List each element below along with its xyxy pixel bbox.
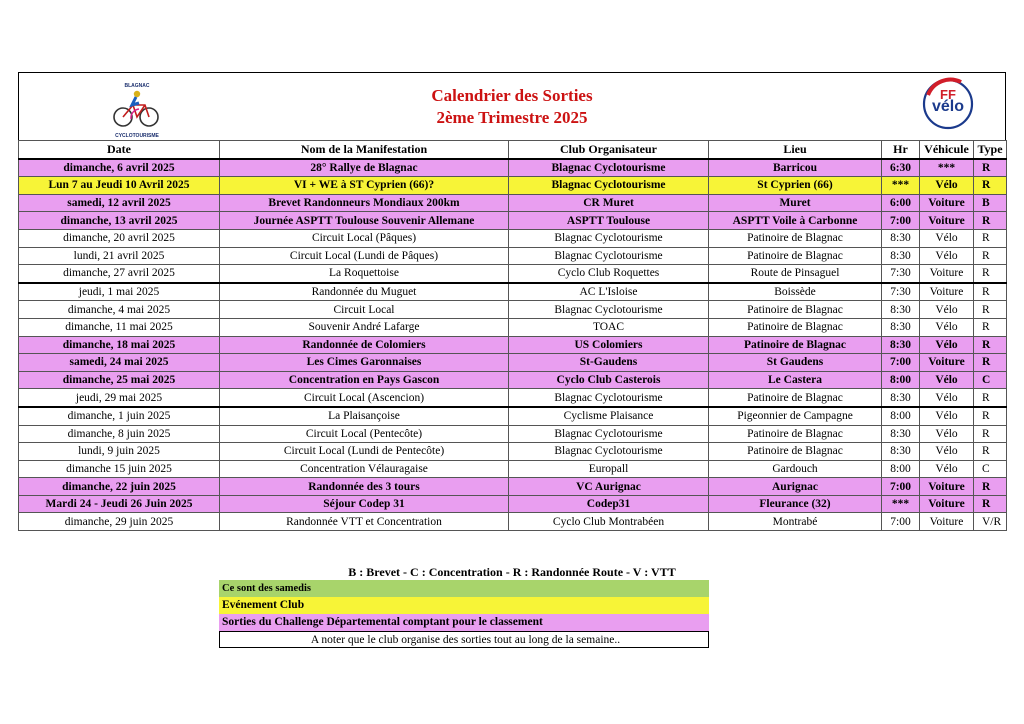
cell-club: Blagnac Cyclotourisme — [509, 177, 709, 195]
legend-challenge: Sorties du Challenge Départemental comptant pour le classement — [219, 614, 709, 631]
cell-lieu: Muret — [709, 194, 882, 212]
cell-hr: 6:30 — [882, 159, 920, 177]
cell-lieu: Patinoire de Blagnac — [709, 318, 882, 336]
cell-name: Souvenir André Lafarge — [220, 318, 509, 336]
cell-lieu: St Gaudens — [709, 354, 882, 372]
cell-type: R — [974, 283, 1007, 301]
cell-lieu: Route de Pinsaguel — [709, 265, 882, 283]
cell-name: Concentration en Pays Gascon — [220, 371, 509, 389]
cell-date: dimanche, 1 juin 2025 — [19, 407, 220, 425]
cell-hr: *** — [882, 177, 920, 195]
cell-vehicule: Voiture — [920, 265, 974, 283]
cell-hr: 7:00 — [882, 212, 920, 230]
table-row — [19, 177, 1007, 195]
cell-type: R — [974, 247, 1007, 265]
cell-name: Randonnée du Muguet — [220, 283, 509, 301]
table-row — [19, 318, 1007, 336]
legend-key: B : Brevet - C : Concentration - R : Randonnée Route - V : VTT — [348, 565, 676, 579]
table-row — [19, 460, 1007, 478]
cell-date: dimanche, 8 juin 2025 — [19, 425, 220, 443]
cell-vehicule: Vélo — [920, 389, 974, 407]
cell-name: Circuit Local (Pentecôte) — [220, 425, 509, 443]
table-row — [19, 336, 1007, 354]
cell-hr: 7:00 — [882, 513, 920, 531]
cell-vehicule: Vélo — [920, 177, 974, 195]
cell-name: Randonnée VTT et Concentration — [220, 513, 509, 531]
cell-type: R — [974, 265, 1007, 283]
cell-date: dimanche, 27 avril 2025 — [19, 265, 220, 283]
cell-date: jeudi, 1 mai 2025 — [19, 283, 220, 301]
cell-type: R — [974, 354, 1007, 372]
cell-club: St-Gaudens — [509, 354, 709, 372]
table-row — [19, 371, 1007, 389]
cell-name: Circuit Local — [220, 301, 509, 319]
cell-name: Circuit Local (Lundi de Pentecôte) — [220, 443, 509, 461]
cell-type: C — [974, 371, 1007, 389]
cell-type: R — [974, 212, 1007, 230]
logo-top-text: BLAGNAC — [124, 83, 150, 89]
cell-hr: 7:00 — [882, 354, 920, 372]
cell-hr: 8:30 — [882, 229, 920, 247]
cell-name: Circuit Local (Lundi de Pâques) — [220, 247, 509, 265]
cell-type: R — [974, 495, 1007, 513]
cell-vehicule: Vélo — [920, 371, 974, 389]
cell-type: V/R — [974, 513, 1007, 531]
cell-date: dimanche, 11 mai 2025 — [19, 318, 220, 336]
cell-date: dimanche, 22 juin 2025 — [19, 478, 220, 496]
cell-vehicule: Voiture — [920, 478, 974, 496]
logo-bottom-text: CYCLOTOURISME — [115, 133, 159, 139]
table-row — [19, 301, 1007, 319]
cell-hr: 7:30 — [882, 283, 920, 301]
cell-club: ASPTT Toulouse — [509, 212, 709, 230]
cell-lieu: ASPTT Voile à Carbonne — [709, 212, 882, 230]
cell-hr: 8:30 — [882, 336, 920, 354]
cell-name: Randonnée de Colomiers — [220, 336, 509, 354]
cell-club: Cyclo Club Montrabéen — [509, 513, 709, 531]
cell-vehicule: Voiture — [920, 194, 974, 212]
cell-date: dimanche, 13 avril 2025 — [19, 212, 220, 230]
cell-club: VC Aurignac — [509, 478, 709, 496]
cell-club: Blagnac Cyclotourisme — [509, 301, 709, 319]
cell-name: Concentration Vélauragaise — [220, 460, 509, 478]
cell-hr: 7:00 — [882, 478, 920, 496]
cell-vehicule: Vélo — [920, 247, 974, 265]
table-row — [19, 194, 1007, 212]
cell-name: Séjour Codep 31 — [220, 495, 509, 513]
cell-hr: 8:30 — [882, 425, 920, 443]
cell-vehicule: Voiture — [920, 212, 974, 230]
cell-type: R — [974, 443, 1007, 461]
table-row — [19, 425, 1007, 443]
cell-lieu: St Cyprien (66) — [709, 177, 882, 195]
cell-vehicule: Vélo — [920, 229, 974, 247]
column-header-type: Type — [974, 141, 1007, 159]
cell-type: R — [974, 425, 1007, 443]
cell-name: Circuit Local (Ascencion) — [220, 389, 509, 407]
cell-name: Randonnée des 3 tours — [220, 478, 509, 496]
title-line-2: 2ème Trimestre 2025 — [436, 108, 588, 127]
table-row — [19, 495, 1007, 513]
cell-hr: 8:00 — [882, 407, 920, 425]
cell-club: AC L'Isloise — [509, 283, 709, 301]
cell-lieu: Gardouch — [709, 460, 882, 478]
cell-club: Blagnac Cyclotourisme — [509, 159, 709, 177]
cell-hr: 8:00 — [882, 371, 920, 389]
cell-vehicule: Voiture — [920, 495, 974, 513]
cell-lieu: Patinoire de Blagnac — [709, 336, 882, 354]
cell-date: samedi, 12 avril 2025 — [19, 194, 220, 212]
cell-date: dimanche, 25 mai 2025 — [19, 371, 220, 389]
table-row — [19, 229, 1007, 247]
legend-note: A noter que le club organise des sorties tout au long de la semaine.. — [219, 631, 709, 648]
cell-club: CR Muret — [509, 194, 709, 212]
cell-lieu: Patinoire de Blagnac — [709, 301, 882, 319]
cell-name: La Roquettoise — [220, 265, 509, 283]
cell-name: Circuit Local (Pâques) — [220, 229, 509, 247]
cell-hr: 8:00 — [882, 460, 920, 478]
cell-club: Blagnac Cyclotourisme — [509, 229, 709, 247]
column-header-lieu: Lieu — [709, 141, 882, 159]
cell-date: lundi, 9 juin 2025 — [19, 443, 220, 461]
cell-date: dimanche 15 juin 2025 — [19, 460, 220, 478]
column-header-vehicule: Véhicule — [920, 141, 974, 159]
cell-date: dimanche, 20 avril 2025 — [19, 229, 220, 247]
cell-vehicule: Voiture — [920, 283, 974, 301]
cell-type: R — [974, 478, 1007, 496]
cell-vehicule: Vélo — [920, 460, 974, 478]
cell-club: Codep31 — [509, 495, 709, 513]
cell-club: Blagnac Cyclotourisme — [509, 443, 709, 461]
table-row — [19, 354, 1007, 372]
cell-hr: 8:30 — [882, 443, 920, 461]
column-header-club: Club Organisateur — [509, 141, 709, 159]
title-line-1: Calendrier des Sorties — [431, 86, 593, 105]
cell-lieu: Montrabé — [709, 513, 882, 531]
cell-date: samedi, 24 mai 2025 — [19, 354, 220, 372]
table-row — [19, 212, 1007, 230]
cell-hr: *** — [882, 495, 920, 513]
cell-date: Lun 7 au Jeudi 10 Avril 2025 — [19, 177, 220, 195]
cell-club: Europall — [509, 460, 709, 478]
cell-vehicule: Voiture — [920, 354, 974, 372]
cell-vehicule: *** — [920, 159, 974, 177]
ffvelo-ff-text: FF — [940, 87, 956, 102]
cell-vehicule: Vélo — [920, 301, 974, 319]
cell-date: dimanche, 29 juin 2025 — [19, 513, 220, 531]
cell-hr: 8:30 — [882, 318, 920, 336]
cell-vehicule: Vélo — [920, 318, 974, 336]
cell-lieu: Patinoire de Blagnac — [709, 247, 882, 265]
table-row — [19, 478, 1007, 496]
calendar-body — [19, 159, 1007, 531]
page-title — [19, 85, 1005, 129]
calendar-table — [18, 140, 1007, 531]
cell-club: Blagnac Cyclotourisme — [509, 425, 709, 443]
column-header-date: Date — [19, 141, 220, 159]
cell-name: 28° Rallye de Blagnac — [220, 159, 509, 177]
legend-saturday: Ce sont des samedis — [219, 580, 709, 597]
cell-lieu: Fleurance (32) — [709, 495, 882, 513]
cell-type: R — [974, 301, 1007, 319]
cell-lieu: Boissède — [709, 283, 882, 301]
cell-hr: 8:30 — [882, 301, 920, 319]
header — [18, 72, 1006, 140]
cell-name: Les Cimes Garonnaises — [220, 354, 509, 372]
cell-club: Cyclo Club Casterois — [509, 371, 709, 389]
cell-name: VI + WE à ST Cyprien (66)? — [220, 177, 509, 195]
table-row — [19, 159, 1007, 177]
table-row — [19, 283, 1007, 301]
cell-date: jeudi, 29 mai 2025 — [19, 389, 220, 407]
cell-lieu: Patinoire de Blagnac — [709, 443, 882, 461]
cell-club: TOAC — [509, 318, 709, 336]
table-row — [19, 247, 1007, 265]
cell-lieu: Aurignac — [709, 478, 882, 496]
cell-vehicule: Vélo — [920, 407, 974, 425]
cell-club: Cyclo Club Roquettes — [509, 265, 709, 283]
cell-hr: 8:30 — [882, 247, 920, 265]
cell-date: lundi, 21 avril 2025 — [19, 247, 220, 265]
cell-hr: 7:30 — [882, 265, 920, 283]
cell-hr: 8:30 — [882, 389, 920, 407]
cell-hr: 6:00 — [882, 194, 920, 212]
legend-club-event: Evénement Club — [219, 597, 709, 614]
cell-type: R — [974, 229, 1007, 247]
cell-vehicule: Vélo — [920, 336, 974, 354]
column-header-hr: Hr — [882, 141, 920, 159]
cell-lieu: Barricou — [709, 159, 882, 177]
cell-type: R — [974, 336, 1007, 354]
table-row — [19, 389, 1007, 407]
cell-type: R — [974, 159, 1007, 177]
cell-date: dimanche, 4 mai 2025 — [19, 301, 220, 319]
cell-club: US Colomiers — [509, 336, 709, 354]
ffvelo-logo — [921, 77, 975, 131]
cell-name: Journée ASPTT Toulouse Souvenir Allemane — [220, 212, 509, 230]
column-header-name: Nom de la Manifestation — [220, 141, 509, 159]
cell-date: dimanche, 6 avril 2025 — [19, 159, 220, 177]
cell-date: dimanche, 18 mai 2025 — [19, 336, 220, 354]
cell-club: Blagnac Cyclotourisme — [509, 247, 709, 265]
cell-type: C — [974, 460, 1007, 478]
cell-name: Brevet Randonneurs Mondiaux 200km — [220, 194, 509, 212]
cell-lieu: Patinoire de Blagnac — [709, 425, 882, 443]
cell-vehicule: Vélo — [920, 425, 974, 443]
cell-type: B — [974, 194, 1007, 212]
cell-lieu: Patinoire de Blagnac — [709, 229, 882, 247]
cell-club: Blagnac Cyclotourisme — [509, 389, 709, 407]
cell-club: Cyclisme Plaisance — [509, 407, 709, 425]
cell-name: La Plaisançoise — [220, 407, 509, 425]
cell-vehicule: Vélo — [920, 443, 974, 461]
table-row — [19, 265, 1007, 283]
cell-vehicule: Voiture — [920, 513, 974, 531]
cell-type: R — [974, 177, 1007, 195]
cell-date: Mardi 24 - Jeudi 26 Juin 2025 — [19, 495, 220, 513]
cell-type: R — [974, 407, 1007, 425]
cell-lieu: Pigeonnier de Campagne — [709, 407, 882, 425]
ffvelo-velo-text: vélo — [931, 98, 964, 115]
cell-type: R — [974, 389, 1007, 407]
table-row — [19, 407, 1007, 425]
table-row — [19, 443, 1007, 461]
cell-type: R — [974, 318, 1007, 336]
table-row — [19, 513, 1007, 531]
cell-lieu: Le Castera — [709, 371, 882, 389]
cell-lieu: Patinoire de Blagnac — [709, 389, 882, 407]
table-header-row — [19, 141, 1007, 159]
